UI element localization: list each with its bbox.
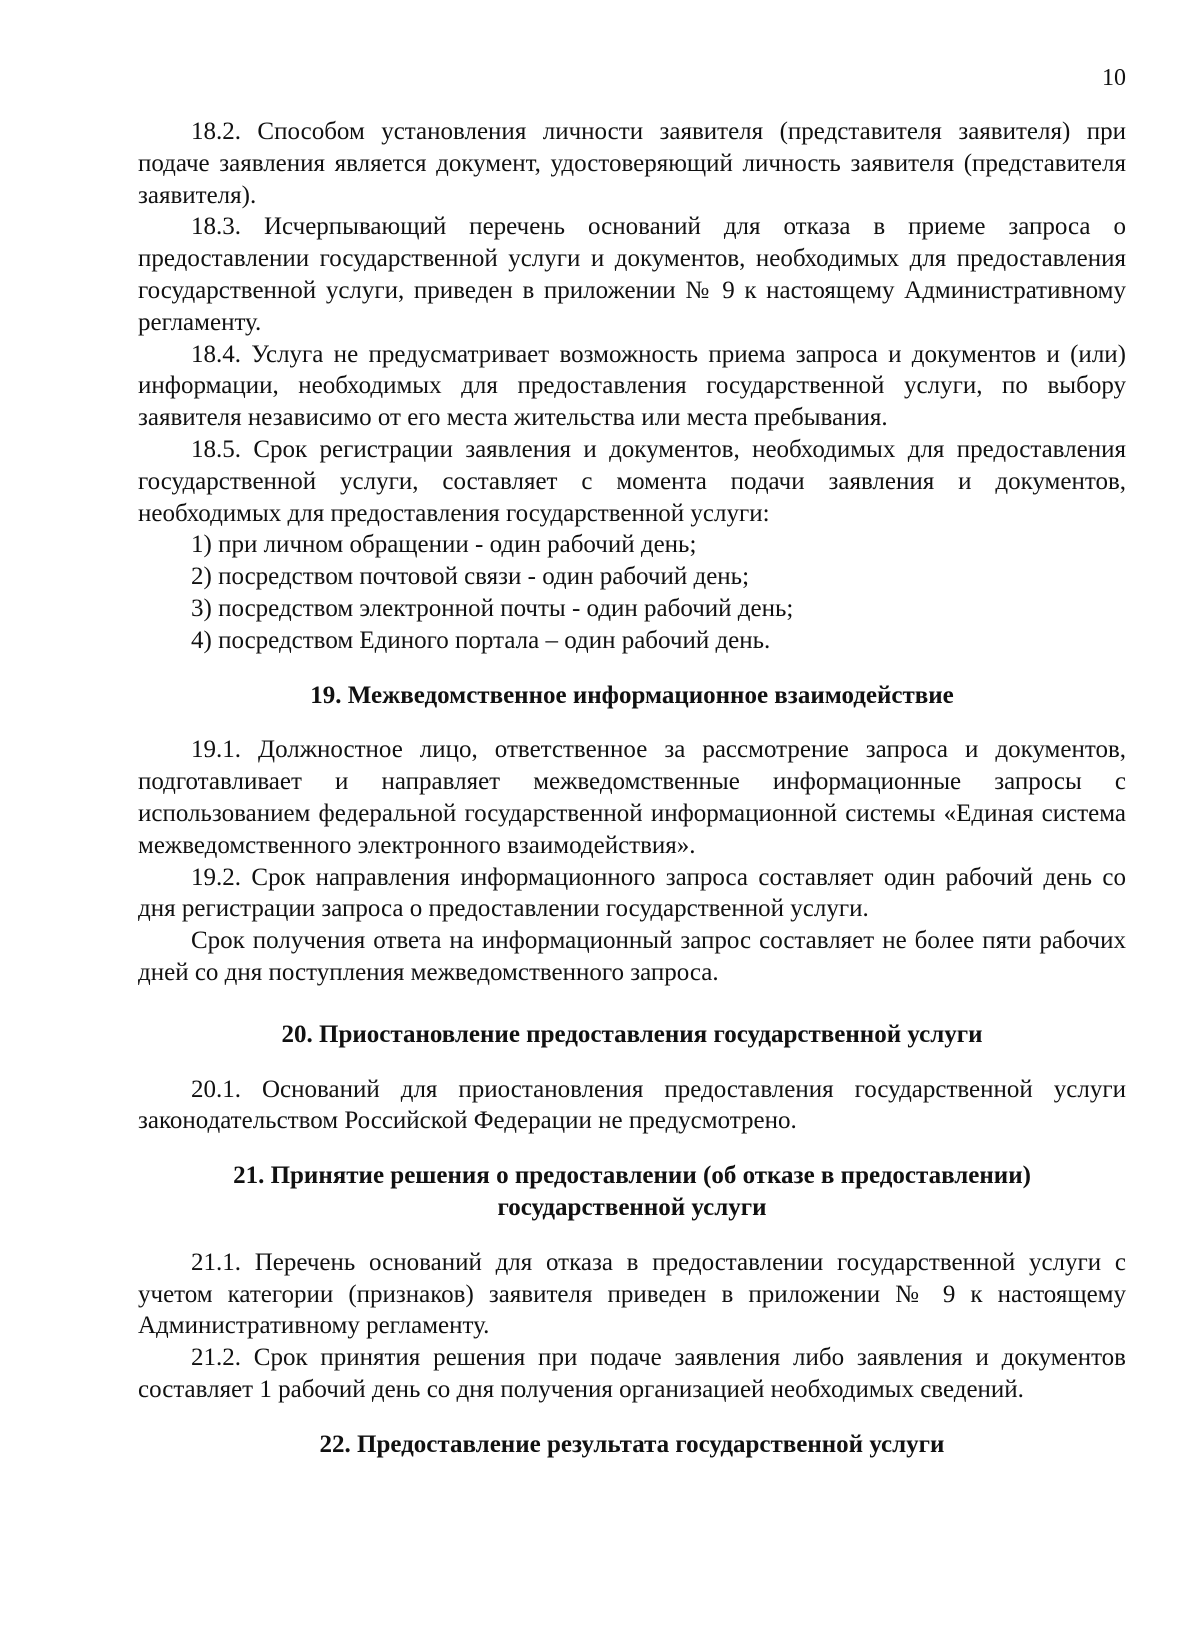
list-item: 3) посредством электронной почты - один рабочий день;: [191, 594, 794, 622]
list-item: 1) при личном обращении - один рабочий день;: [191, 531, 697, 559]
paragraph-21-2: 21.2. Срок принятия решения при подаче заявления либо заявления и документов составляет 1 рабочий день со дня получения организацией необходимых сведений.: [138, 1344, 1126, 1403]
section-21-heading-line1: 21. Принятие решения о предоставлении (об отказе в предоставлении): [233, 1162, 1031, 1190]
paragraph-18-2: 18.2. Способом установления личности заявителя (представителя заявителя) при подаче заявления является документ, удостоверяющий личность заявителя (представителя заявителя).: [138, 118, 1126, 209]
paragraph-19-3: Срок получения ответа на информационный запрос составляет не более пяти рабочих дней со дня поступления межведомственного запроса.: [138, 927, 1126, 986]
paragraph-18-5: 18.5. Срок регистрации заявления и документов, необходимых для предоставления государственной услуги, составляет с момента подачи заявления и документов, необходимых для предоставления государственной услуги:: [138, 435, 1126, 527]
document-body: [138, 116, 1126, 1460]
paragraph-19-1: 19.1. Должностное лицо, ответственное за рассмотрение запроса и документов, подготавливает и направляет межведомственные информационные запросы с использованием федеральной государственной информационной системы «Единая система межведомственного электронного взаимодействия».: [138, 736, 1126, 859]
page-number: 10: [1102, 65, 1126, 91]
list-item: 4) посредством Единого портала – один рабочий день.: [191, 626, 771, 654]
paragraph-21-1: 21.1. Перечень оснований для отказа в предоставлении государственной услуги с учетом категории (признаков) заявителя приведен в приложении № 9 к настоящему Административному регламенту.: [138, 1248, 1126, 1340]
paragraph-19-2: 19.2. Срок направления информационного запроса составляет один рабочий день со дня регистрации запроса о предоставлении государственной услуги.: [138, 863, 1126, 923]
paragraph-18-4: 18.4. Услуга не предусматривает возможность приема запроса и документов и (или) информации, необходимых для предоставления государственной услуги, по выбору заявителя независимо от его места жительства или места пребывания.: [138, 340, 1126, 432]
paragraph-18-3: 18.3. Исчерпывающий перечень оснований для отказа в приеме запроса о предоставлении государственной услуги и документов, необходимых для предоставления государственной услуги, приведен в приложении № 9 к настоящему Административному регламенту.: [138, 213, 1126, 336]
section-20-heading: 20. Приостановление предоставления государственной услуги: [281, 1020, 983, 1048]
section-22-heading: 22. Предоставление результата государственной услуги: [319, 1430, 945, 1458]
section-19-heading: 19. Межведомственное информационное взаимодействие: [310, 681, 954, 709]
section-21-heading-line2: государственной услуги: [497, 1193, 767, 1221]
paragraph-20-1: 20.1. Оснований для приостановления предоставления государственной услуги законодательством Российской Федерации не предусмотрено.: [138, 1075, 1126, 1135]
list-item: 2) посредством почтовой связи - один рабочий день;: [191, 563, 750, 591]
